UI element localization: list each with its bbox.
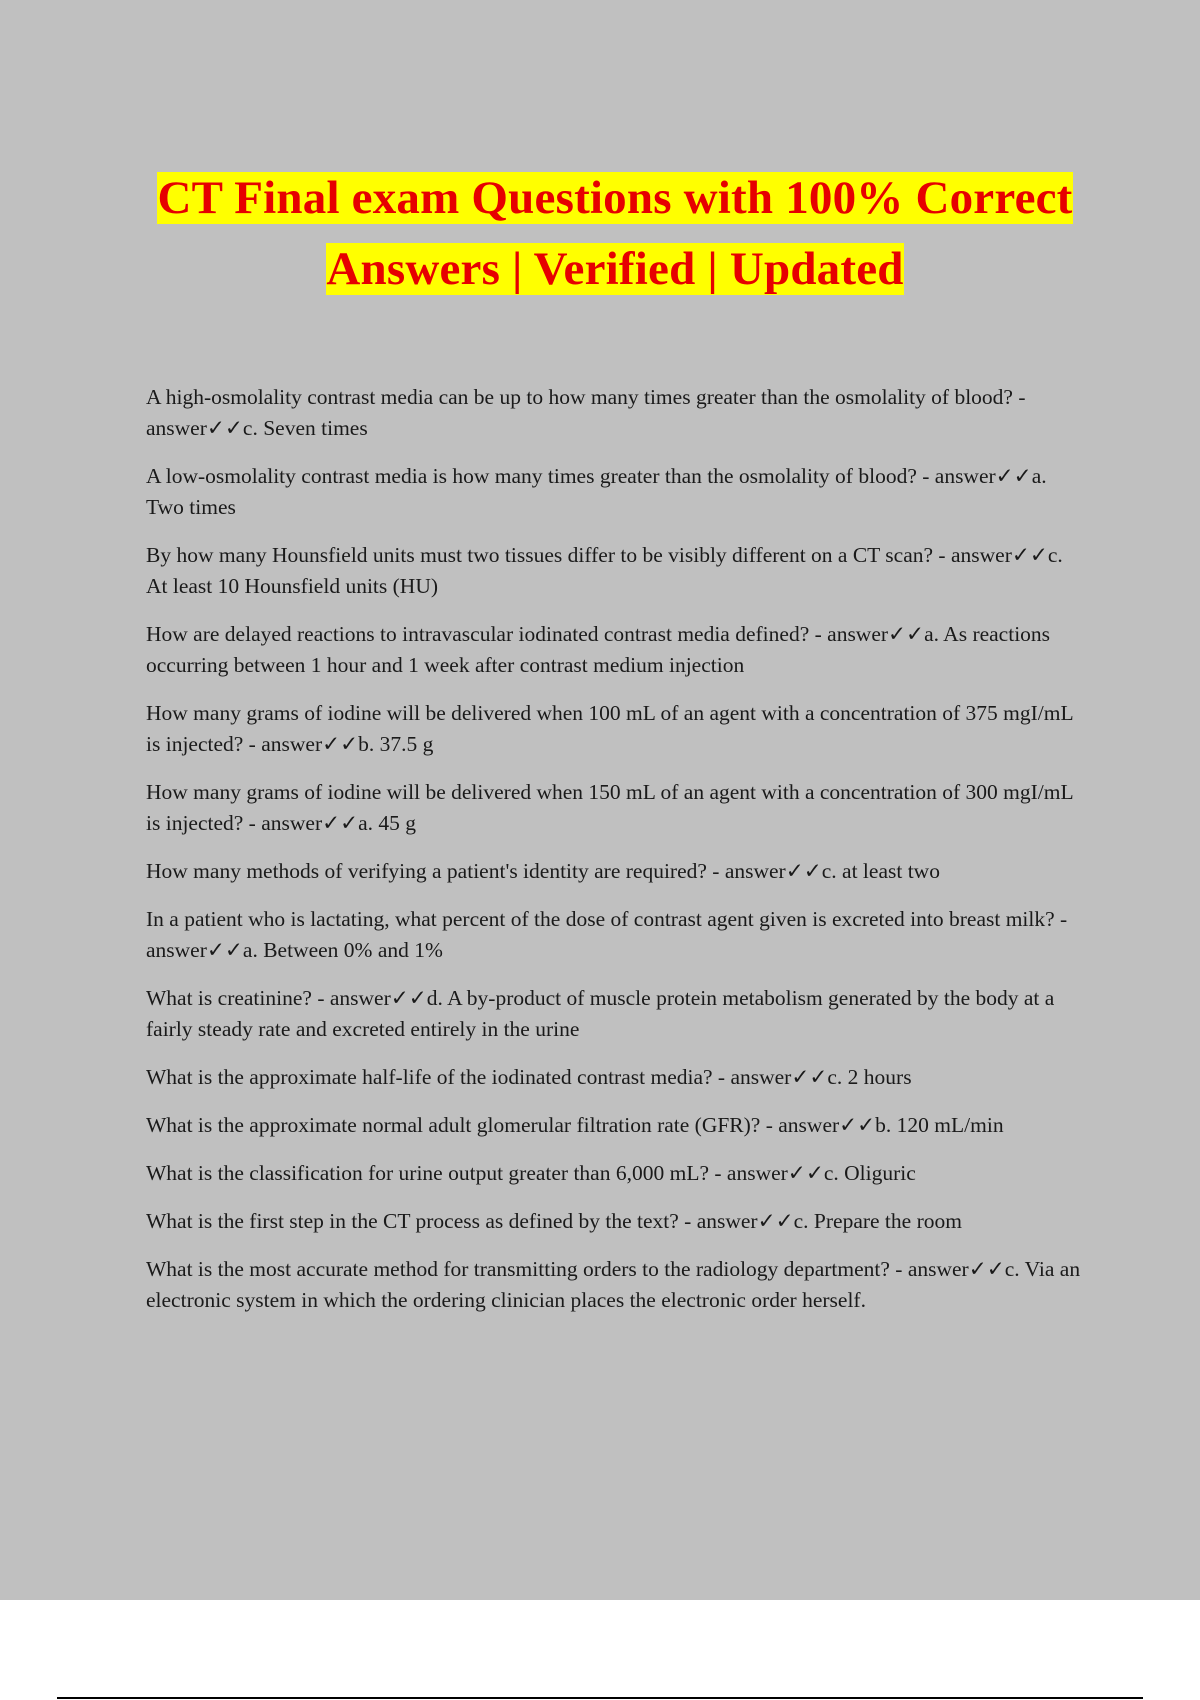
qa-list	[146, 382, 1081, 1333]
qa-item: What is the classification for urine output greater than 6,000 mL? - answer✓✓c. Oliguric	[146, 1161, 916, 1185]
qa-item: What is the approximate half-life of the iodinated contrast media? - answer✓✓c. 2 hours	[146, 1065, 912, 1089]
qa-item: What is the approximate normal adult glomerular filtration rate (GFR)? - answer✓✓b. 120 mL/min	[146, 1113, 1004, 1137]
qa-item: How many grams of iodine will be delivered when 100 mL of an agent with a concentration of 375 mgI/mL is injected? - answer✓✓b. 37.5 g	[146, 701, 1073, 756]
qa-item: What is creatinine? - answer✓✓d. A by-product of muscle protein metabolism generated by the body at a fairly steady rate and excreted entirely in the urine	[146, 986, 1055, 1041]
qa-item: How many methods of verifying a patient's identity are required? - answer✓✓c. at least two	[146, 859, 940, 883]
qa-item: What is the first step in the CT process as defined by the text? - answer✓✓c. Prepare the room	[146, 1209, 962, 1233]
qa-item: By how many Hounsfield units must two tissues differ to be visibly different on a CT scan? - answer✓✓c. At least 10 Hounsfield units (HU)	[146, 543, 1063, 598]
qa-item: How are delayed reactions to intravascular iodinated contrast media defined? - answer✓✓a. As reactions occurring between 1 hour and 1 week after contrast medium injection	[146, 622, 1051, 677]
document-title	[60, 168, 1170, 310]
title-line-1: CT Final exam Questions with 100% Correct	[157, 172, 1073, 224]
qa-item: What is the most accurate method for transmitting orders to the radiology department? - answer✓✓c. Via an electronic system in which the ordering clinician places the electronic order herself.	[146, 1257, 1081, 1312]
qa-item: In a patient who is lactating, what percent of the dose of contrast agent given is excreted into breast milk? - answer✓✓a. Between 0% and 1%	[146, 907, 1068, 962]
title-line-2: Answers | Verified | Updated	[326, 243, 904, 295]
qa-item: How many grams of iodine will be delivered when 150 mL of an agent with a concentration of 300 mgI/mL is injected? - answer✓✓a. 45 g	[146, 780, 1073, 835]
qa-item: A high-osmolality contrast media can be up to how many times greater than the osmolality of blood? - answer✓✓c. Seven times	[146, 385, 1026, 440]
footer-divider	[57, 1697, 1143, 1699]
qa-item: A low-osmolality contrast media is how many times greater than the osmolality of blood? - answer✓✓a. Two times	[146, 464, 1047, 519]
